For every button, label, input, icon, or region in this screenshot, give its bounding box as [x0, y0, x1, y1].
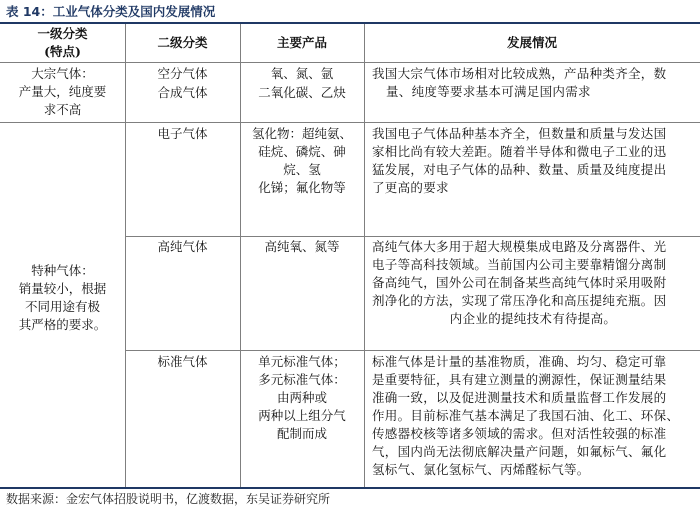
development-line: 我国电子气体品种基本齐全，但数量和质量与发达国 [372, 126, 667, 141]
level1-text-line: 销量较小，根据 [18, 281, 107, 296]
development-line: 是重要特征，具有建立测量的溯源性，保证测量结果 [372, 372, 667, 387]
header-level1 [0, 24, 125, 62]
development-line: 猛发展，对电子气体的品种、数量、质量及纯度提出 [372, 162, 667, 177]
level2-label: 电子气体 [157, 126, 208, 141]
product-line: 单元标准气体； [258, 354, 346, 369]
level2-electronic [125, 125, 240, 145]
level2-label: 标准气体 [157, 354, 208, 369]
level1-text-line: 不同用途有极 [24, 299, 100, 314]
development-line: 量、纯度等要求基本可满足国内需求 [386, 84, 591, 99]
product-line: 高纯氧、氮等 [264, 239, 340, 254]
level1-text-line: 产量大，纯度要 [18, 84, 107, 99]
level2-high-purity [125, 238, 240, 258]
development-line: 标准气体是计量的基准物质，准确、均匀、稳定可靠 [372, 354, 667, 369]
product-line: 氧、氮、氩 [270, 66, 334, 81]
level2-synthesis [125, 84, 240, 104]
development-line: 我国大宗气体市场相对比较成熟，产品种类齐全，数 [372, 66, 667, 81]
product-line: 氢化物：超纯氨、 [251, 126, 352, 141]
header-level1-sub: (特点) [44, 44, 81, 59]
product-line: 多元标准气体： [258, 372, 346, 387]
development-standard [372, 353, 694, 485]
development-line: 传感器校核等诸多领域的需求。但对活性较强的标准 [372, 426, 667, 441]
table-title: 表 14：工业气体分类及国内发展情况 [6, 4, 216, 19]
product-line: 配制而成 [276, 426, 327, 441]
development-line: 内企业的提纯技术有待提高。 [449, 311, 617, 326]
development-line: 作用。目前标准气基本满足了我国石油、化工、环保、 [372, 408, 680, 423]
grid-line [364, 24, 365, 487]
level1-text-line: 其严格的要求。 [18, 317, 107, 332]
development-line: 了更高的要求 [372, 180, 449, 195]
products-electronic [240, 125, 364, 235]
development-high-purity [372, 238, 694, 348]
products-high-purity [240, 238, 364, 258]
level2-label: 高纯气体 [157, 239, 208, 254]
development-line: 高纯气体大多用于超大规模集成电路及分离器件、光 [372, 239, 667, 254]
development-electronic [372, 125, 694, 235]
level1-specialty-gas [0, 262, 125, 342]
grid-line [0, 62, 700, 63]
development-line: 准确一致，以及促进测量技术和质量监督工作发展的 [372, 390, 667, 405]
header-products-label: 主要产品 [276, 35, 327, 50]
header-development [364, 24, 700, 62]
product-line: 二氧化碳、乙炔 [258, 85, 346, 100]
level2-label: 空分气体 [157, 66, 208, 81]
level1-text-line: 求不高 [43, 102, 82, 117]
development-line: 备高纯气，国外公司在制备某些高纯气体时采用吸附 [372, 275, 667, 290]
products-standard [240, 353, 364, 453]
products-air-separation [240, 65, 364, 85]
level1-text-line: 特种气体： [31, 263, 94, 278]
development-bulk-gas [372, 65, 694, 121]
development-line: 氢标气、氯化氢标气、丙烯醛标气等。 [372, 462, 590, 477]
header-level2 [125, 24, 240, 62]
product-line: 由两种或 [276, 390, 327, 405]
level1-bulk-gas [0, 65, 125, 121]
product-line: 硅烷、磷烷、砷 [258, 144, 346, 159]
header-development-label: 发展情况 [506, 35, 557, 50]
grid-line [125, 350, 700, 351]
level2-standard [125, 353, 240, 373]
grid-line [0, 122, 700, 123]
header-products [240, 24, 364, 62]
header-level2-label: 二级分类 [157, 35, 208, 50]
development-line: 气，国内尚无法彻底解决量产问题，如氟标气、氟化 [372, 444, 667, 459]
product-line: 烷、氢 [283, 162, 321, 177]
development-line: 家相比尚有较大差距。随着半导体和微电子工业的迅 [372, 144, 667, 159]
development-line: 剂净化的方法，实现了常压净化和高压提纯充瓶。因 [372, 293, 667, 308]
data-source-note: 数据来源：金宏气体招股说明书，亿渡数据，东吴证券研究所 [6, 492, 331, 506]
product-line: 两种以上组分气 [258, 408, 346, 423]
development-line: 电子等高科技领域。当前国内公司主要靠精馏分离制 [372, 257, 667, 272]
level1-text-line: 大宗气体： [31, 66, 94, 81]
product-line: 化锑；氟化物等 [258, 180, 346, 195]
grid-line [125, 236, 700, 237]
level2-air-separation [125, 65, 240, 85]
products-synthesis [240, 84, 364, 104]
header-level1-label: 一级分类 [37, 26, 88, 41]
level2-label: 合成气体 [157, 85, 208, 100]
